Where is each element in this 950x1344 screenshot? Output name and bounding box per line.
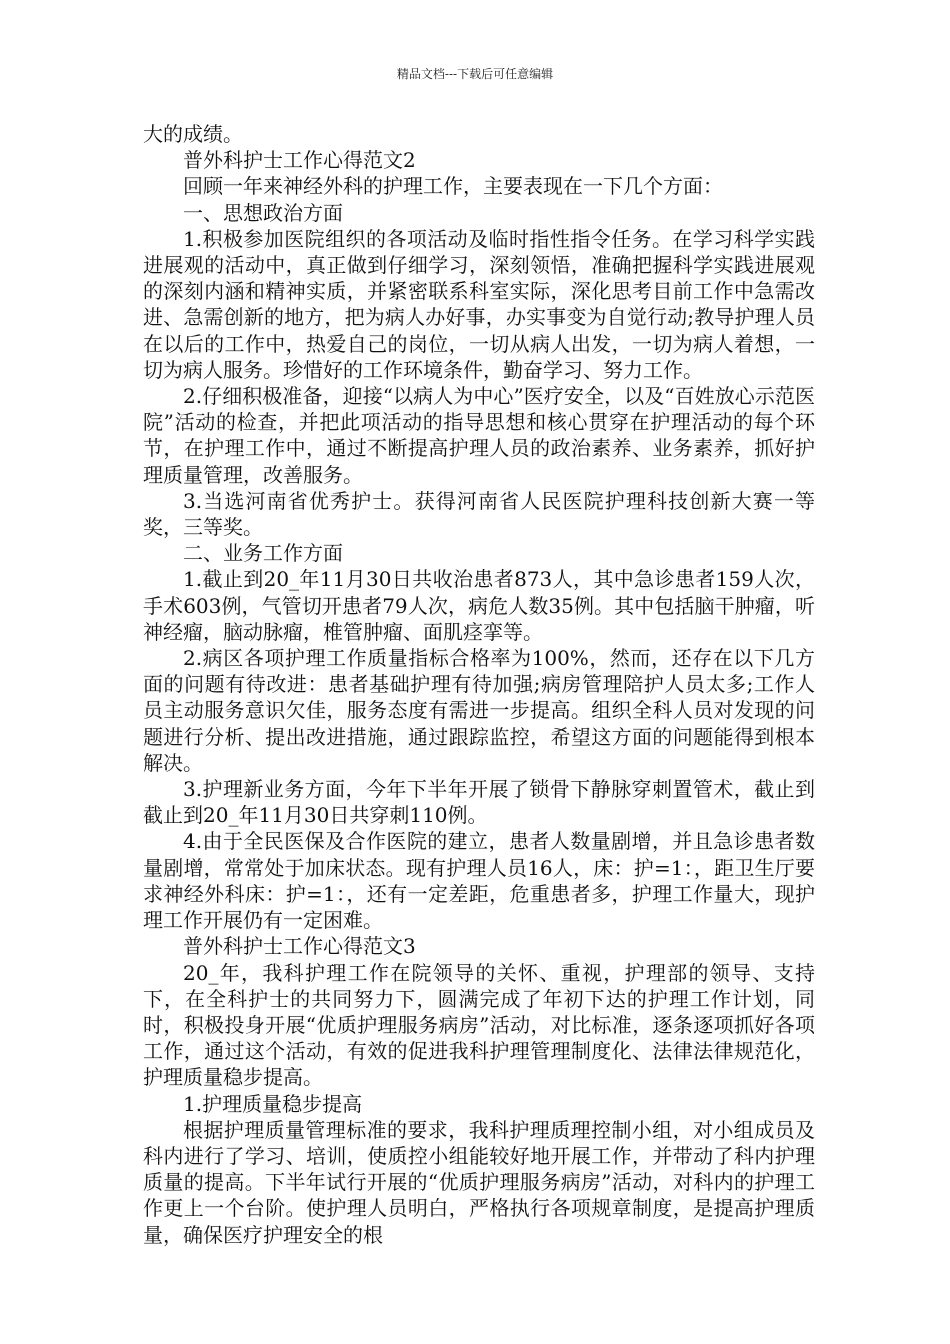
paragraph: 根据护理质量管理标准的要求，我科护理质理控制小组，对小组成员及科内进行了学习、培训，使质控小组能较好地开展工作，并带动了科内护理质量的提高。下半年试行开展的“优质护理服务病房”活动，对科内的护理工作更上一个台阶。使护理人员明白，严格执行各项规章制度，是提高护理质量，确保医疗护理安全的根 bbox=[143, 1117, 815, 1247]
paragraph: 大的成绩。 bbox=[143, 122, 243, 146]
page-header: 精品文档---下载后可任意编辑 bbox=[396, 67, 554, 81]
paragraph: 1.截止到20_年11月30日共收治患者873人，其中急诊患者159人次，手术603例，气管切开患者79人次，病危人数35例。其中包括脑干肿瘤，听神经瘤，脑动脉瘤，椎管肿瘤、面肌痉挛等。 bbox=[143, 567, 815, 644]
paragraph: 3.护理新业务方面，今年下半年开展了锁骨下静脉穿刺置管术，截止到截止到20_年11月30日共穿刺110例。 bbox=[143, 777, 815, 828]
paragraph: 4.由于全民医保及合作医院的建立，患者人数量剧增，并且急诊患者数量剧增，常常处于加床状态。现有护理人员16人，床：护=1：，距卫生厅要求神经外科床：护=1：，还有一定差距，危重患者多，护理工作量大，现护理工作开展仍有一定困难。 bbox=[143, 829, 815, 933]
section-title: 普外科护士工作心得范文3 bbox=[183, 934, 416, 959]
paragraph: 2.病区各项护理工作质量指标合格率为100%，然而，还存在以下几方面的问题有待改进：患者基础护理有待加强;病房管理陪护人员太多;工作人员主动服务意识欠佳，服务态度有需进一步提高。组织全科人员对发现的问题进行分析、提出改进措施，通过跟踪监控，希望这方面的问题能得到根本解决。 bbox=[143, 646, 815, 775]
paragraph: 1.积极参加医院组织的各项活动及临时指性指令任务。在学习科学实践进展观的活动中，真正做到仔细学习，深刻领悟，准确把握科学实践进展观的深刻内涵和精神实质，并紧密联系科室实际，深化思考目前工作中急需改进、急需创新的地方，把为病人办好事，办实事变为自觉行动;教导护理人员在以后的工作中，热爱自己的岗位，一切从病人出发，一切为病人着想，一切为病人服务。珍惜好的工作环境条件，勤奋学习、努力工作。 bbox=[143, 226, 815, 382]
section-title: 普外科护士工作心得范文2 bbox=[183, 148, 416, 173]
section-heading: 一、思想政治方面 bbox=[183, 200, 343, 225]
section-heading: 二、业务工作方面 bbox=[183, 541, 343, 566]
section-heading: 1.护理质量稳步提高 bbox=[183, 1091, 363, 1116]
paragraph: 2.仔细积极准备，迎接“以病人为中心”医疗安全，以及“百姓放心示范医院”活动的检查，并把此项活动的指导思想和核心贯穿在护理活动的每个环节，在护理工作中，通过不断提高护理人员的政治素养、业务素养，抓好护理质量管理，改善服务。 bbox=[143, 384, 815, 487]
paragraph: 3.当选河南省优秀护士。获得河南省人民医院护理科技创新大赛一等奖，三等奖。 bbox=[143, 488, 815, 540]
paragraph: 20_年，我科护理工作在院领导的关怀、重视，护理部的领导、支持下，在全科护士的共同努力下，圆满完成了年初下达的护理工作计划，同时，积极投身开展“优质护理服务病房”活动，对比标准，逐条逐项抓好各项工作，通过这个活动，有效的促进我科护理管理制度化、法律法律规范化，护理质量稳步提高。 bbox=[143, 960, 815, 1090]
paragraph: 回顾一年来神经外科的护理工作，主要表现在一下几个方面： bbox=[183, 174, 723, 199]
document-body bbox=[143, 121, 815, 1248]
